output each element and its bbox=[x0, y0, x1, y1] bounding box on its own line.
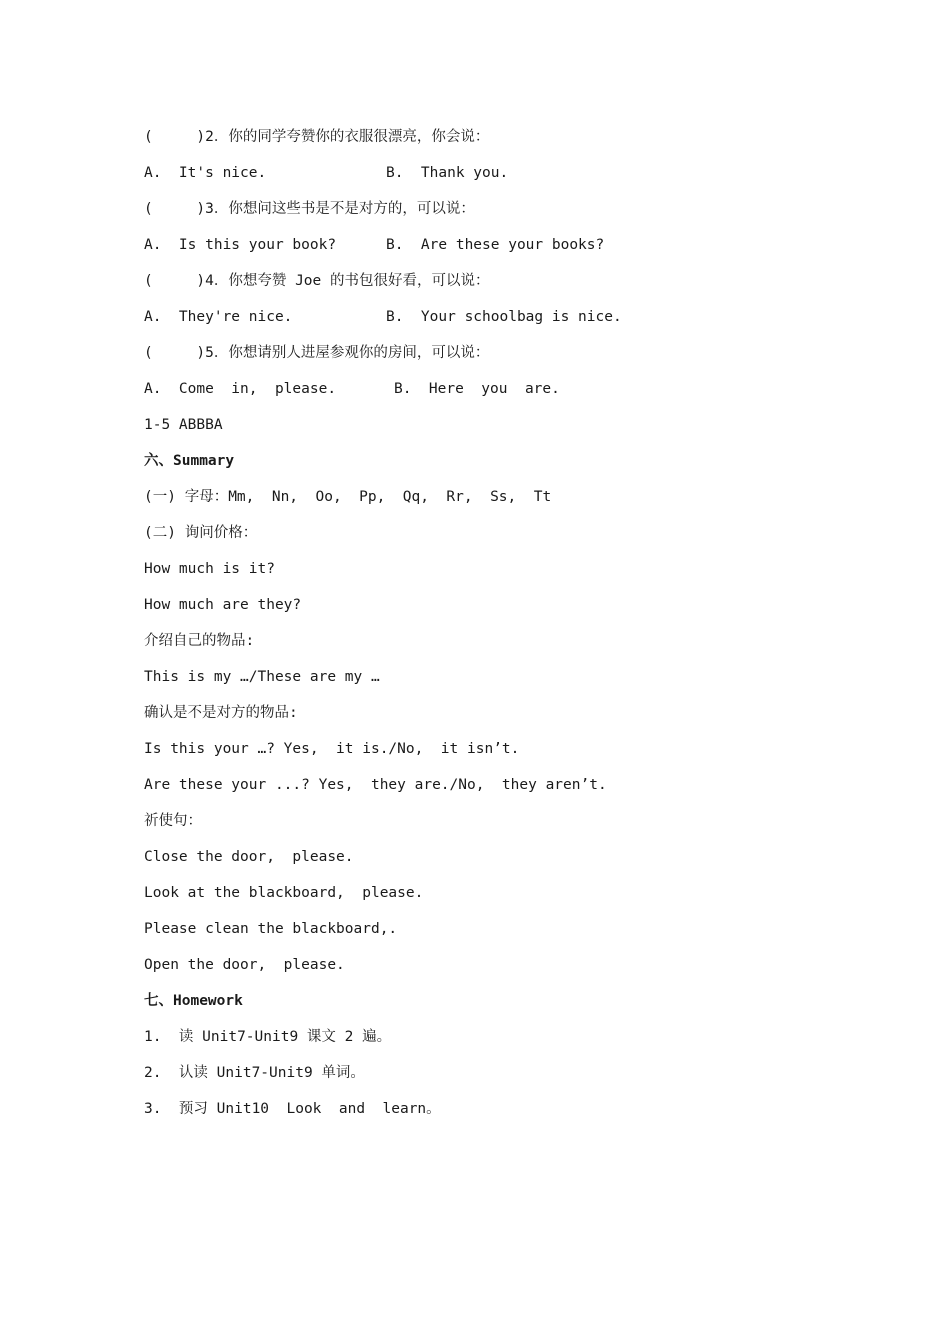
summary-line: Open the door, please. bbox=[144, 957, 345, 973]
option-b: B. Here you are. bbox=[394, 381, 560, 397]
question-stem: ( )5．你想请别人进屋参观你的房间，可以说： bbox=[144, 345, 490, 361]
question-2 bbox=[144, 124, 844, 196]
question-options bbox=[144, 304, 844, 340]
summary-heading: 六、Summary bbox=[144, 453, 235, 469]
option-a: A. Is this your book? bbox=[144, 237, 337, 253]
summary-line: 介绍自己的物品: bbox=[144, 633, 255, 649]
summary-line: (一) 字母：Mm, Nn, Oo, Pp, Qq, Rr, Ss, Tt bbox=[144, 489, 552, 505]
question-options bbox=[144, 376, 844, 412]
document-page bbox=[144, 124, 844, 1132]
option-b: B. Thank you. bbox=[386, 165, 509, 181]
question-stem: ( )4．你想夸赞 Joe 的书包很好看，可以说： bbox=[144, 273, 490, 289]
summary-line: Close the door, please. bbox=[144, 849, 354, 865]
summary-line: How much is it? bbox=[144, 561, 275, 577]
answer-key: 1-5 ABBBA bbox=[144, 417, 223, 433]
question-stem: ( )3．你想问这些书是不是对方的，可以说： bbox=[144, 201, 475, 217]
option-a: A. It's nice. bbox=[144, 165, 267, 181]
question-options bbox=[144, 232, 844, 268]
summary-line: 祈使句： bbox=[144, 813, 202, 829]
homework-item: 1. 读 Unit7-Unit9 课文 2 遍。 bbox=[144, 1029, 392, 1045]
option-b: B. Are these your books? bbox=[386, 237, 605, 253]
homework-section bbox=[144, 1024, 844, 1132]
question-options bbox=[144, 160, 844, 196]
question-stem: ( )2．你的同学夸赞你的衣服很漂亮，你会说： bbox=[144, 129, 490, 145]
question-3 bbox=[144, 196, 844, 268]
option-a: A. They're nice. bbox=[144, 309, 293, 325]
summary-line: Look at the blackboard, please. bbox=[144, 885, 424, 901]
summary-line: This is my …/These are my … bbox=[144, 669, 380, 685]
summary-line: Are these your ...? Yes, they are./No, they aren’t. bbox=[144, 777, 607, 793]
summary-line: Is this your …? Yes, it is./No, it isn’t. bbox=[144, 741, 520, 757]
question-4 bbox=[144, 268, 844, 340]
summary-line: How much are they? bbox=[144, 597, 302, 613]
homework-item: 2. 认读 Unit7-Unit9 单词。 bbox=[144, 1065, 365, 1081]
summary-line: (二) 询问价格： bbox=[144, 525, 258, 541]
homework-item: 3. 预习 Unit10 Look and learn。 bbox=[144, 1101, 441, 1117]
option-a: A. Come in, please. bbox=[144, 381, 337, 397]
summary-line: 确认是不是对方的物品: bbox=[144, 705, 298, 721]
question-5 bbox=[144, 340, 844, 412]
option-b: B. Your schoolbag is nice. bbox=[386, 309, 622, 325]
homework-heading: 七、Homework bbox=[144, 993, 243, 1009]
summary-section bbox=[144, 484, 844, 988]
summary-line: Please clean the blackboard,. bbox=[144, 921, 398, 937]
